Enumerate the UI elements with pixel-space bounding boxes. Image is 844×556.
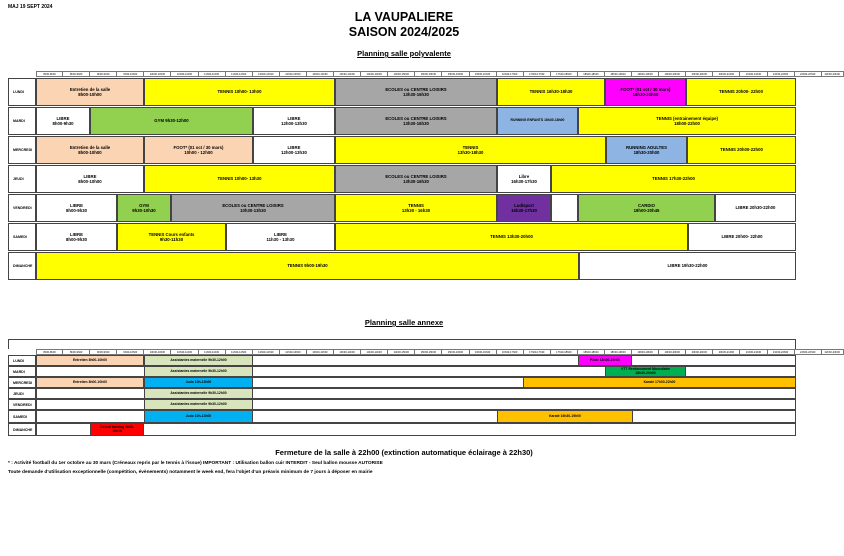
slot-lundi-ecoles — [335, 78, 497, 106]
time-slot-header: 15h30-16h00 — [442, 349, 469, 355]
slot-text: TENNIS (entrainement équipe) — [656, 115, 718, 121]
slot-text: TENNIS 10h00- 13h30 — [217, 176, 262, 182]
slot-text: LIBRE — [70, 231, 83, 237]
time-slot-header: 19h00-19h30 — [632, 71, 659, 77]
time-slot-header: 11h00-11h30 — [199, 71, 226, 77]
slot-text: 8h00-10h00 — [78, 92, 102, 97]
slot-vendredi-ludisport — [497, 194, 551, 222]
slot-text: 18h30-20h00 — [635, 370, 656, 375]
time-slot-header: 12h00-12h30 — [253, 349, 280, 355]
slot-mardi-libre-2 — [253, 107, 335, 135]
slot-text: LIBRE — [287, 144, 301, 150]
slot-text: LIBRE 20h00- 22h00 — [721, 234, 763, 240]
time-slot-header: 15h00-15h30 — [415, 71, 442, 77]
schedule-polyvalente — [8, 71, 840, 283]
slot-text: GYM — [139, 202, 149, 208]
slot-text: 10h30-13h30 — [240, 208, 266, 213]
slot-vendredi-gym — [117, 194, 171, 222]
slot-vendredi-tennis — [335, 194, 497, 222]
slot-text: ECOLES ou CENTRE LOISIRS — [385, 86, 447, 92]
slot-text: TENNIS 16h30-18h30 — [529, 89, 573, 95]
slot-text: VTT Renforcement Musculaire — [621, 366, 670, 371]
slot-dimanche-tennis — [36, 252, 579, 280]
time-slot-header: 13h00-13h30 — [307, 349, 334, 355]
slot-vendredi-ecoles — [171, 194, 335, 222]
slot-mardi-libre — [36, 107, 90, 135]
annexe-dimanche-circuit — [90, 423, 144, 436]
annexe-lundi-entretien — [36, 355, 144, 366]
annexe-lundi-assistantes — [144, 355, 253, 366]
slot-text: Entretien de la salle — [69, 144, 111, 150]
slot-text: TENNIS — [408, 202, 424, 208]
slot-samedi-libre — [36, 223, 117, 251]
time-slot-header: 17h30-18h00 — [551, 71, 578, 77]
section-title-annexe: Planning salle annexe — [364, 318, 444, 327]
slot-mercredi-tennis-2 — [687, 136, 796, 164]
time-slot-header: 14h00-14h30 — [361, 71, 388, 77]
slot-text: TENNIS 13h30-20h00 — [490, 234, 533, 240]
annexe-top-row — [8, 339, 796, 349]
section-title-poly: Planning salle polyvalente — [357, 49, 451, 58]
slot-text: GYM 9h30-12h00 — [154, 118, 189, 124]
football-note: * : Activité football du 1er octobre au 30 mars (Créneaux repris par le tennis à l'issue) IMPORTANT : Utilisation ballon cuir INTERDIT - Seul ballon mousse AUTORISE — [8, 461, 383, 466]
slot-jeudi-tennis — [144, 165, 335, 193]
time-slot-header: 16h00-16h30 — [470, 71, 497, 77]
time-slot-header: 12h30-13h00 — [280, 71, 307, 77]
time-slot-header: 20h30-21h00 — [713, 71, 740, 77]
update-date: MAJ 19 SEPT 2024 — [8, 4, 53, 10]
slot-text: Entretien de la salle — [69, 86, 111, 92]
slot-text: 11h30 - 13h30 — [266, 237, 295, 242]
time-slot-header: 19h00-19h30 — [632, 349, 659, 355]
slot-mardi-gym — [90, 107, 253, 135]
closing-notice: Fermeture de la salle à 22h00 (extinction automatique éclairage à 22h30) — [275, 448, 533, 457]
time-slot-header: 20h30-21h00 — [713, 349, 740, 355]
slot-mercredi-tennis — [335, 136, 606, 164]
annexe-day-samedi: SAMEDI — [8, 410, 36, 423]
annexe-samedi-judo — [144, 410, 253, 423]
time-slot-header: 17h00-17h30 — [524, 349, 551, 355]
time-slot-header: 9h30-10h00 — [117, 349, 144, 355]
slot-mercredi-running — [606, 136, 687, 164]
time-slot-header: 15h30-16h00 — [442, 71, 469, 77]
slot-samedi-libre-2 — [226, 223, 335, 251]
time-slot-header: 22h30-23h00 — [822, 71, 844, 77]
slot-lundi-tennis-3 — [686, 78, 796, 106]
time-header-row — [36, 71, 844, 77]
slot-vendredi-libre — [36, 194, 117, 222]
slot-lundi-tennis-2 — [497, 78, 605, 106]
time-slot-header: 16h30-17h00 — [497, 349, 524, 355]
time-slot-header: 11h30-12h00 — [226, 71, 253, 77]
slot-vendredi-cardio — [578, 194, 715, 222]
slot-text: RUNNING ENFANTS 16h30-18h00 — [510, 118, 565, 123]
time-slot-header: 13h00-13h30 — [307, 71, 334, 77]
slot-text: Circuit training 9h30- — [100, 424, 134, 429]
slot-text: 16h30-17h30 — [511, 179, 537, 184]
slot-text: 10h30 — [112, 428, 122, 433]
slot-mercredi-entretien — [36, 136, 144, 164]
slot-text: TENNIS 10h00- 13h00 — [217, 89, 262, 95]
time-slot-header: 15h00-15h30 — [415, 349, 442, 355]
slot-text: Assistantes maternelle 9h30-12h00 — [170, 357, 227, 362]
time-slot-header: 10h00-10h30 — [144, 349, 171, 355]
slot-text: 8h00-10h00 — [78, 179, 102, 184]
time-slot-header: 18h30-19h00 — [605, 71, 632, 77]
slot-text: LIBRE — [70, 202, 83, 208]
annexe-mercredi-judo — [144, 377, 253, 388]
slot-text: FOOT* (01 oct / 30 mars) — [620, 86, 671, 92]
slot-dimanche-libre — [579, 252, 796, 280]
time-slot-header: 9h30-10h00 — [117, 71, 144, 77]
time-slot-header: 9h00-9h30 — [90, 349, 117, 355]
slot-text: Entretien 8h00-10h00 — [72, 379, 108, 384]
time-slot-header: 20h00-20h30 — [686, 349, 713, 355]
slot-text: 18h30-20h00 — [633, 150, 660, 155]
booking-note: Toute demande d'utilisation exceptionnelle (compétition, évènements) notamment le week end, fera l'objet d'un préavis minimum de 7 jours à déposer en mairie — [8, 470, 373, 475]
day-label-vendredi: VENDREDI — [8, 194, 36, 222]
annexe-row-dimanche — [36, 423, 796, 436]
slot-text: Karaté 16h30-19h00 — [549, 413, 581, 418]
day-label-samedi: SAMEDI — [8, 223, 36, 251]
annexe-jeudi-assistantes — [144, 388, 253, 399]
slot-text: Karaté 17h00-22h00 — [643, 379, 676, 384]
time-slot-header: 20h00-20h30 — [686, 71, 713, 77]
slot-text: TENNIS Cours enfants — [148, 231, 195, 237]
time-slot-header: 18h00-18h30 — [578, 71, 605, 77]
time-slot-header: 22h00-22h30 — [795, 71, 822, 77]
time-slot-header: 17h30-18h00 — [551, 349, 578, 355]
slot-lundi-entretien — [36, 78, 144, 106]
slot-text: 8h00-10h00 — [78, 150, 102, 155]
slot-mardi-tennis — [578, 107, 796, 135]
annexe-samedi-karate — [497, 410, 633, 423]
slot-text: LIBRE — [56, 115, 70, 121]
annexe-mercredi-karate — [523, 377, 796, 388]
time-slot-header: 10h00-10h30 — [144, 71, 171, 77]
slot-text: ECOLES ou CENTRE LOISIRS — [385, 115, 447, 121]
annexe-day-lundi: LUNDI — [8, 355, 36, 366]
time-slot-header: 17h00-17h30 — [524, 71, 551, 77]
slot-mardi-ecoles — [335, 107, 497, 135]
slot-text: 13h30 - 16h30 — [401, 208, 431, 213]
annexe-mardi-vtt — [605, 366, 686, 377]
time-slot-header: 18h30-19h00 — [605, 349, 632, 355]
slot-text: 13h30-18h30 — [457, 150, 484, 155]
time-slot-header: 19h30-20h00 — [659, 349, 686, 355]
slot-text: ECOLES ou CENTRE LOISIRS — [385, 173, 447, 179]
schedule-annexe — [8, 339, 840, 439]
time-slot-header: 22h00-22h30 — [795, 349, 822, 355]
time-slot-header: 8h00-8h30 — [36, 349, 63, 355]
time-slot-header: 10h30-11h00 — [171, 71, 198, 77]
slot-text: Entretien 8h00-10h00 — [72, 357, 108, 362]
page-title: LA VAUPALIERE — [354, 10, 454, 24]
slot-mercredi-foot — [144, 136, 253, 164]
time-slot-header: 11h30-12h00 — [226, 349, 253, 355]
slot-text: Assistantes maternelle 9h30-12h00 — [170, 368, 227, 373]
slot-text: TENNIS — [462, 144, 479, 150]
time-slot-header: 16h30-17h00 — [497, 71, 524, 77]
slot-text: LIBRE 20h30-22h00 — [735, 205, 776, 211]
day-label-mercredi: MERCREDI — [8, 136, 36, 164]
slot-text: Judo 10h-13h00 — [185, 379, 212, 384]
slot-text: Judo 10h-13h00 — [185, 413, 212, 418]
slot-text: LIBRE 19h30-22h00 — [667, 263, 708, 269]
slot-text: 13h30-16h30 — [403, 179, 429, 184]
time-slot-header: 12h30-13h00 — [280, 349, 307, 355]
slot-text: Libre — [518, 173, 530, 179]
season-title: SAISON 2024/2025 — [348, 25, 460, 39]
time-slot-header: 14h30-15h00 — [388, 349, 415, 355]
slot-text: 13h30-16h30 — [403, 92, 429, 97]
slot-text: 8h00-9h30 — [65, 208, 88, 213]
annexe-mardi-assistantes — [144, 366, 253, 377]
time-slot-header: 18h00-18h30 — [578, 349, 605, 355]
slot-text: 18h00-22h00 — [674, 121, 700, 126]
slot-text: LIBRE — [274, 231, 287, 237]
slot-text: CARDIO — [638, 202, 655, 208]
slot-text: RUNNING ADULTES — [625, 144, 668, 150]
time-slot-header: 21h30-22h00 — [768, 349, 795, 355]
slot-text: Assistantes maternelle 9h30-12h00 — [170, 390, 227, 395]
slot-mardi-running — [497, 107, 578, 135]
time-slot-header: 16h00-16h30 — [470, 349, 497, 355]
time-slot-header: 19h30-20h00 — [659, 71, 686, 77]
time-slot-header: 13h30-14h00 — [334, 349, 361, 355]
slot-text: ECOLES ou CENTRE LOISIRS — [222, 202, 284, 208]
time-slot-header: 13h30-14h00 — [334, 71, 361, 77]
slot-text: FOOT* (01 oct / 30 mars) — [173, 144, 224, 150]
slot-text: TENNIS 17h30-22h00 — [652, 176, 695, 182]
annexe-lundi-pilate — [578, 355, 632, 366]
slot-text: 9h30-10h30 — [132, 208, 156, 213]
slot-text: 10h00 - 12h00 — [184, 150, 213, 155]
slot-samedi-tennis — [335, 223, 688, 251]
slot-text: TENNIS 20h00-22h00 — [720, 147, 763, 153]
slot-text: 12h00-13h30 — [281, 121, 307, 126]
slot-text: TENNIS 20h00- 22h00 — [719, 89, 763, 95]
slot-text: Ludisport — [514, 202, 534, 208]
time-slot-header: 11h00-11h30 — [199, 349, 226, 355]
day-label-lundi: LUNDI — [8, 78, 36, 106]
annexe-mercredi-entretien — [36, 377, 144, 388]
slot-lundi-tennis — [144, 78, 335, 106]
time-slot-header: 22h30-23h00 — [822, 349, 844, 355]
time-slot-header: 21h00-21h30 — [740, 349, 767, 355]
day-label-dimanche: DIMANCHE — [8, 252, 36, 280]
slot-text: 9h30-11h30 — [159, 237, 184, 242]
slot-jeudi-libre-2 — [497, 165, 551, 193]
slot-lundi-foot — [605, 78, 686, 106]
slot-vendredi-libre-2 — [715, 194, 796, 222]
slot-text: LIBRE — [83, 173, 97, 179]
time-slot-header: 9h00-9h30 — [90, 71, 117, 77]
annexe-vendredi-assistantes — [144, 399, 253, 410]
slot-text: 13h30-16h30 — [403, 121, 429, 126]
slot-text: 18h00-20h45 — [633, 208, 660, 213]
slot-jeudi-ecoles — [335, 165, 497, 193]
time-slot-header: 21h00-21h30 — [740, 71, 767, 77]
slot-text: Assistantes maternelle 9h30-12h00 — [170, 401, 227, 406]
slot-vendredi-empty — [551, 194, 578, 222]
time-slot-header: 12h00-12h30 — [253, 71, 280, 77]
slot-text: Pilate 18h00-19h00 — [589, 357, 621, 362]
slot-samedi-tennis-enfants — [117, 223, 226, 251]
time-slot-header: 21h30-22h00 — [768, 71, 795, 77]
time-slot-header: 14h00-14h30 — [361, 349, 388, 355]
slot-mercredi-libre — [253, 136, 335, 164]
annexe-day-vendredi: VENDREDI — [8, 399, 36, 410]
slot-text: 8h00-9h30 — [65, 237, 88, 242]
slot-jeudi-tennis-2 — [551, 165, 796, 193]
slot-jeudi-libre — [36, 165, 144, 193]
annexe-day-mardi: MARDI — [8, 366, 36, 377]
day-label-jeudi: JEUDI — [8, 165, 36, 193]
day-label-mardi: MARDI — [8, 107, 36, 135]
time-slot-header: 8h30-9h00 — [63, 71, 90, 77]
time-slot-header: 8h30-9h00 — [63, 349, 90, 355]
slot-text: 18h30-20h00 — [632, 92, 659, 97]
slot-text: 8h00-9h30 — [52, 121, 74, 126]
slot-text: 16h30-17h30 — [511, 208, 537, 213]
annexe-day-mercredi: MERCREDI — [8, 377, 36, 388]
slot-text: LIBRE — [287, 115, 301, 121]
slot-samedi-libre-3 — [688, 223, 796, 251]
time-slot-header: 10h30-11h00 — [171, 349, 198, 355]
time-slot-header: 14h30-15h00 — [388, 71, 415, 77]
annexe-day-jeudi: JEUDI — [8, 388, 36, 399]
slot-text: 12h00-13h30 — [281, 150, 307, 155]
annexe-day-dimanche: DIMANCHE — [8, 423, 36, 436]
time-slot-header: 8h00-8h30 — [36, 71, 63, 77]
slot-text: TENNIS 9h00-19h30 — [287, 263, 328, 269]
